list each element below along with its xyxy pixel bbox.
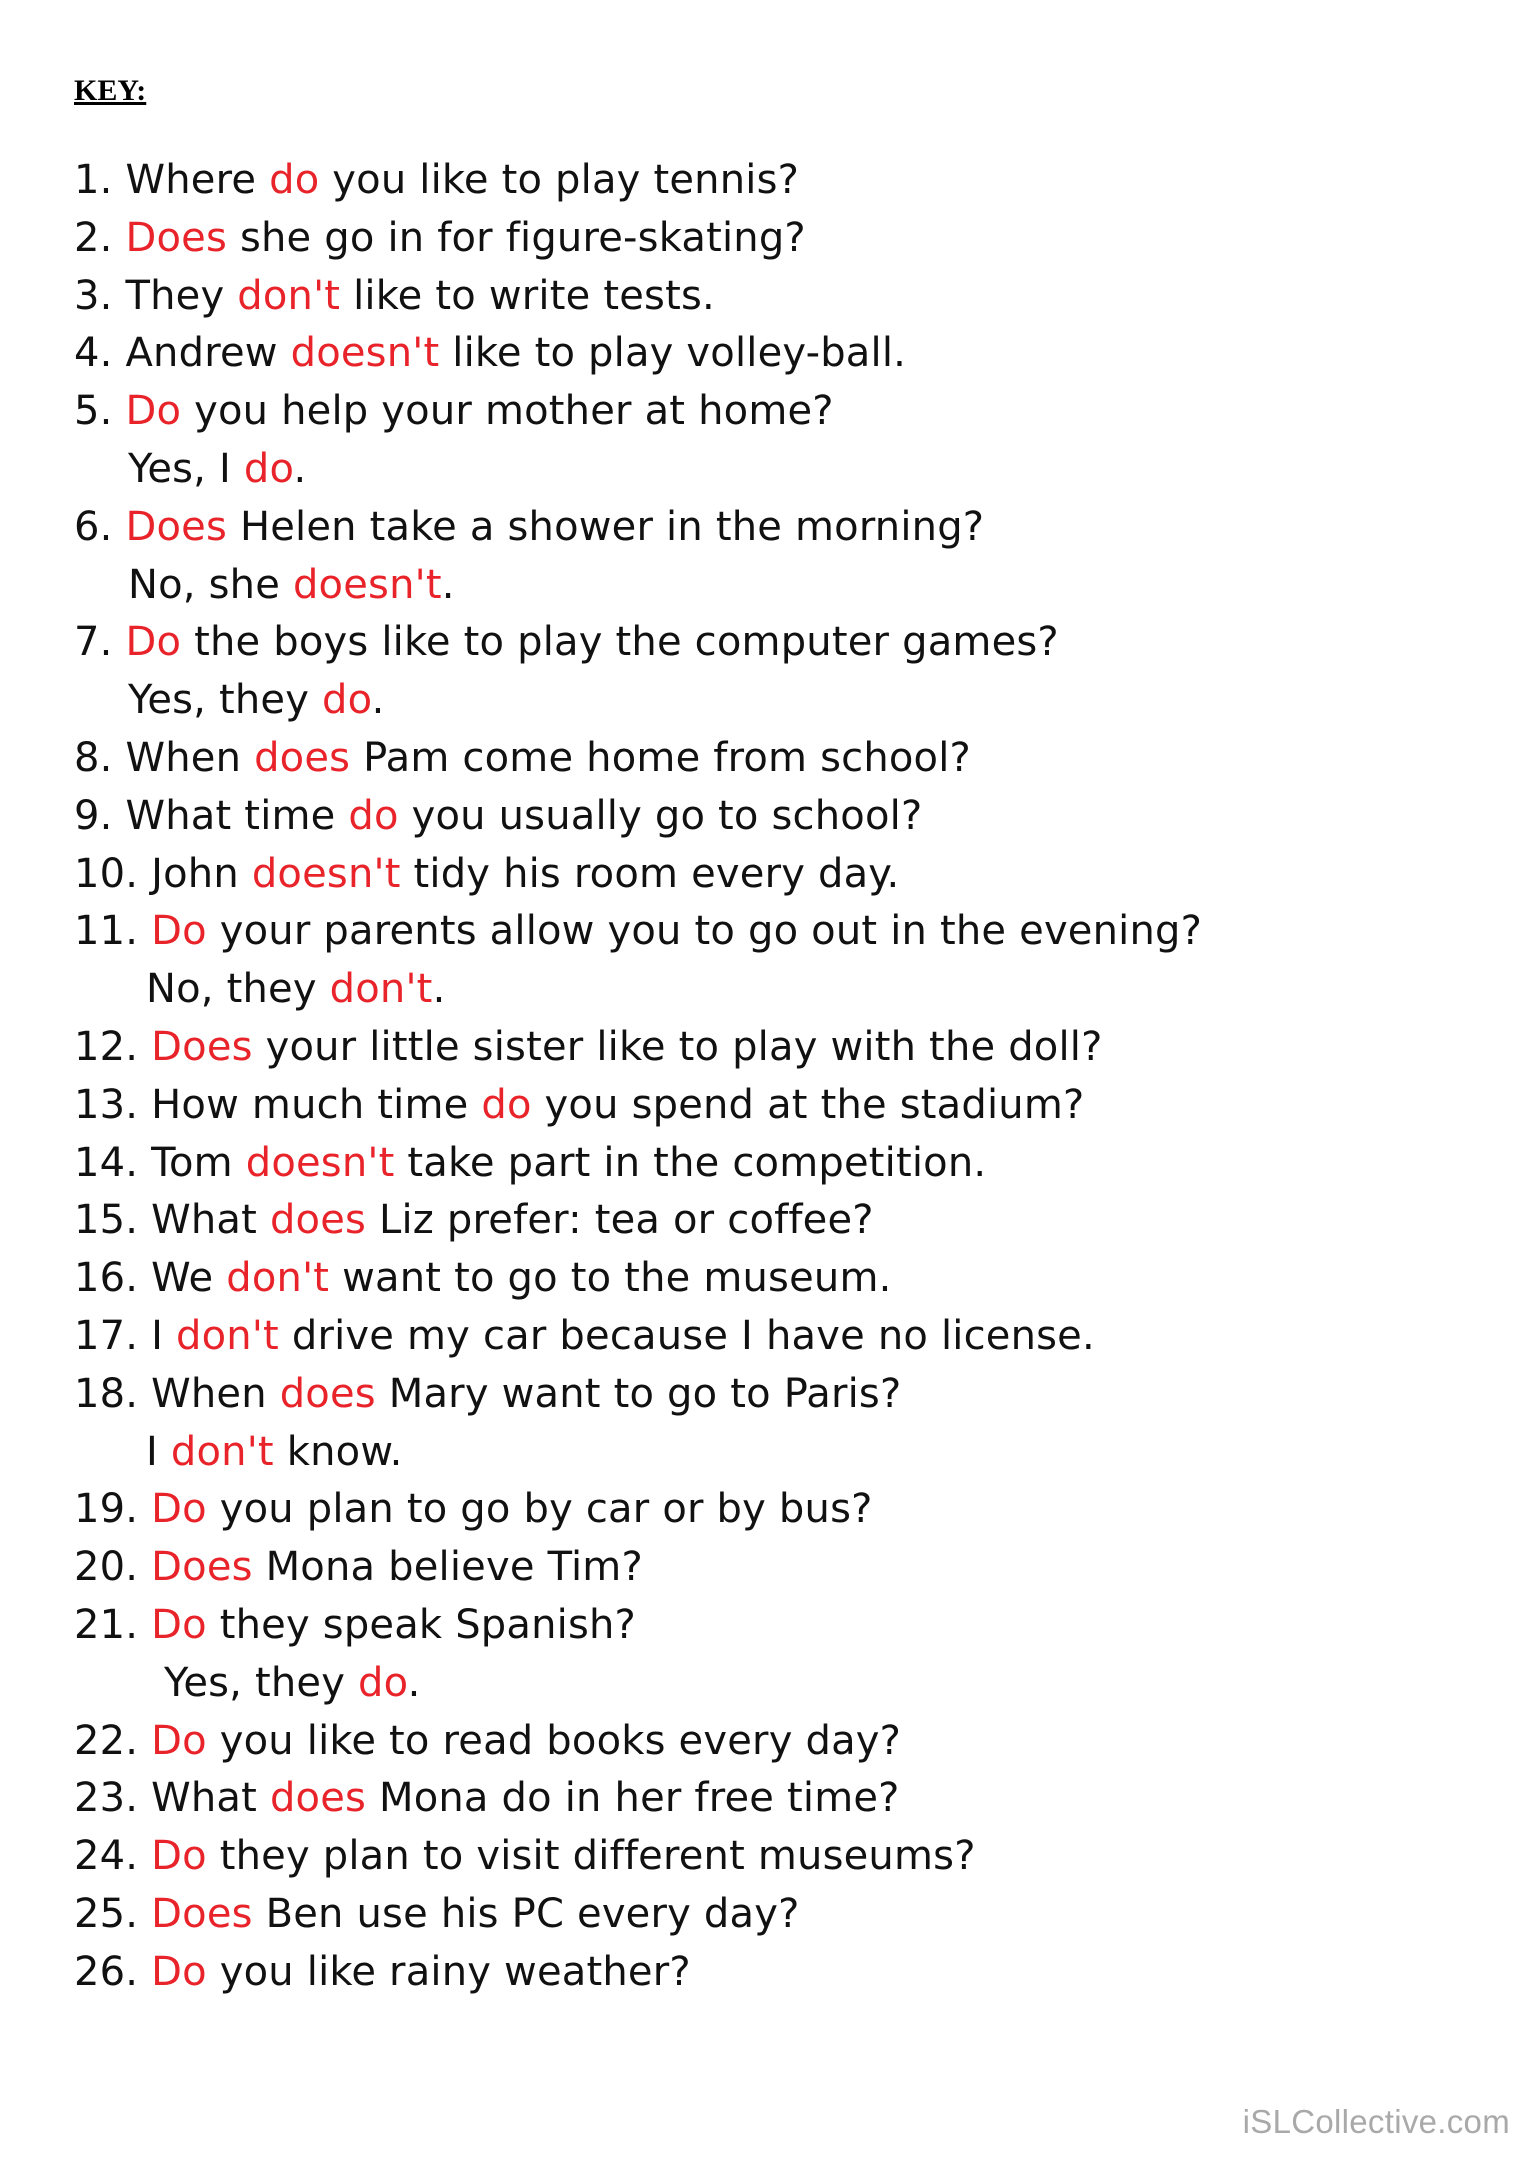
highlighted-auxiliary: does [279, 1370, 376, 1417]
text-before: Yes, they [128, 677, 323, 724]
text-after: you help your mother at home? [181, 388, 834, 435]
answer-line [74, 614, 1202, 672]
item-number: 21. [74, 1601, 139, 1648]
answer-reply-line [74, 672, 1202, 730]
text-before [138, 1718, 151, 1764]
answer-line [74, 903, 1202, 961]
item-number: 3. [74, 272, 113, 319]
answer-line [74, 846, 1202, 904]
text-before: When [138, 1370, 280, 1417]
text-before [138, 1544, 151, 1590]
text-before [138, 1949, 151, 1995]
answer-line [74, 1770, 1202, 1828]
text-after: Mona do in her free time? [366, 1775, 900, 1822]
text-after: you like to read books every day? [206, 1717, 902, 1764]
highlighted-auxiliary: Does [151, 1544, 253, 1591]
highlighted-auxiliary: do [322, 677, 372, 724]
text-after: drive my car because I have no license. [278, 1312, 1095, 1359]
text-before: How much time [138, 1081, 482, 1128]
watermark: iSLCollective.com [1242, 2103, 1510, 2140]
item-number: 17. [74, 1312, 139, 1359]
text-after: Helen take a shower in the morning? [227, 503, 985, 550]
answer-line [74, 1250, 1202, 1308]
text-before [113, 504, 126, 550]
text-after: . [293, 445, 307, 492]
answer-line [74, 1019, 1202, 1077]
item-number: 26. [74, 1948, 139, 1995]
item-number: 12. [74, 1023, 139, 1070]
highlighted-auxiliary: Does [125, 503, 228, 550]
highlighted-auxiliary: Do [125, 619, 182, 666]
text-before [138, 908, 151, 954]
text-before: No, she [128, 561, 293, 608]
text-after: take part in the competition. [394, 1139, 987, 1186]
answer-line [74, 1308, 1202, 1366]
highlighted-auxiliary: doesn't [251, 850, 401, 897]
item-number: 23. [74, 1775, 139, 1822]
text-after: Liz prefer: tea or coffee? [366, 1197, 874, 1244]
highlighted-auxiliary: does [269, 1197, 367, 1244]
text-after: you spend at the stadium? [531, 1081, 1085, 1128]
item-number: 10. [74, 850, 139, 897]
answer-line [74, 1481, 1202, 1539]
highlighted-auxiliary: does [254, 734, 351, 781]
answer-line [74, 730, 1202, 788]
item-number: 8. [74, 734, 113, 781]
highlighted-auxiliary: Does [151, 1890, 253, 1937]
highlighted-auxiliary: don't [237, 272, 341, 319]
highlighted-auxiliary: don't [226, 1255, 330, 1302]
text-after: . [432, 966, 446, 1013]
highlighted-auxiliary: doesn't [292, 561, 442, 608]
text-before: No, they [146, 966, 330, 1013]
text-after: Ben use his PC every day? [252, 1890, 800, 1937]
answer-line [74, 1886, 1202, 1944]
text-before: When [112, 734, 255, 781]
text-after: want to go to the museum. [329, 1255, 892, 1302]
highlighted-auxiliary: do [348, 792, 399, 839]
answer-line [74, 383, 1202, 441]
item-number: 22. [74, 1717, 139, 1764]
key-heading: KEY: [74, 74, 147, 107]
answer-reply-line [74, 441, 1202, 499]
highlighted-auxiliary: do [243, 445, 294, 492]
text-before: Where [112, 157, 270, 203]
text-after: they speak Spanish? [206, 1601, 636, 1648]
answer-reply-line [74, 557, 1202, 615]
highlighted-auxiliary: Do [151, 1717, 207, 1764]
text-after: she go in for figure-skating? [227, 214, 806, 261]
answer-reply-line [74, 1655, 1202, 1713]
text-after: you usually go to school? [398, 792, 923, 839]
item-number: 1. [74, 157, 113, 203]
highlighted-auxiliary: doesn't [245, 1139, 395, 1186]
item-number: 4. [74, 330, 113, 377]
text-before [138, 1024, 151, 1070]
text-before: What [138, 1775, 270, 1822]
text-after: you like to play tennis? [319, 157, 800, 203]
highlighted-auxiliary: Do [151, 908, 207, 955]
item-number: 20. [74, 1544, 139, 1591]
text-before [113, 388, 126, 434]
item-number: 6. [74, 503, 113, 550]
item-number: 19. [74, 1486, 139, 1533]
highlighted-auxiliary: doesn't [290, 330, 440, 377]
text-after: . [407, 1659, 421, 1706]
highlighted-auxiliary: does [269, 1775, 367, 1822]
text-after: they plan to visit different museums? [206, 1833, 976, 1880]
text-before: Yes, I [128, 445, 244, 492]
text-before: We [138, 1255, 227, 1302]
answer-reply-line [74, 961, 1202, 1019]
text-before: They [112, 272, 238, 319]
item-number: 18. [74, 1370, 139, 1417]
item-number: 5. [74, 388, 113, 435]
highlighted-auxiliary: do [358, 1659, 408, 1706]
text-before [113, 215, 126, 261]
answer-line [74, 1713, 1202, 1771]
answer-line [74, 1135, 1202, 1193]
answer-reply-line [74, 1424, 1202, 1482]
text-after: like to play volley-ball. [439, 330, 907, 377]
text-after: you plan to go by car or by bus? [206, 1486, 873, 1533]
highlighted-auxiliary: Does [151, 1023, 253, 1070]
text-before: John [138, 850, 252, 897]
text-before: Yes, they [164, 1659, 359, 1706]
text-after: the boys like to play the computer games? [181, 619, 1059, 666]
highlighted-auxiliary: don't [176, 1312, 279, 1359]
highlighted-auxiliary: Do [151, 1948, 207, 1995]
text-after: you like rainy weather? [206, 1948, 691, 1995]
answer-line [74, 210, 1202, 268]
item-number: 7. [74, 619, 113, 666]
answer-line [74, 499, 1202, 557]
text-before: I [146, 1428, 171, 1475]
text-before: I [138, 1312, 177, 1359]
text-before [138, 1891, 151, 1937]
text-after: like to write tests. [340, 272, 715, 319]
text-before [138, 1833, 151, 1879]
item-number: 16. [74, 1255, 139, 1302]
answer-line [74, 1192, 1202, 1250]
answer-line [74, 1944, 1202, 2002]
text-after: Mona believe Tim? [252, 1544, 643, 1591]
highlighted-auxiliary: Do [151, 1601, 207, 1648]
text-after: tidy his room every day. [400, 850, 900, 897]
item-number: 9. [74, 792, 113, 839]
answer-list [74, 152, 1202, 2002]
text-after: your parents allow you to go out in the evening? [206, 908, 1203, 955]
item-number: 2. [74, 214, 113, 261]
text-after: Pam come home from school? [350, 734, 971, 781]
highlighted-auxiliary: Do [151, 1833, 207, 1880]
item-number: 14. [74, 1139, 139, 1186]
answer-line [74, 1366, 1202, 1424]
text-after: know. [273, 1428, 403, 1475]
answer-line [74, 325, 1202, 383]
answer-line [74, 1597, 1202, 1655]
highlighted-auxiliary: do [481, 1081, 532, 1128]
item-number: 11. [74, 908, 139, 955]
answer-line [74, 1828, 1202, 1886]
text-before: What time [112, 792, 349, 839]
text-after: . [371, 677, 385, 724]
item-number: 13. [74, 1081, 139, 1128]
answer-line [74, 1077, 1202, 1135]
text-before: Tom [138, 1139, 246, 1186]
answer-line [74, 1539, 1202, 1597]
highlighted-auxiliary: Do [125, 388, 182, 435]
item-number: 15. [74, 1197, 139, 1244]
highlighted-auxiliary: Do [151, 1486, 207, 1533]
answer-line [74, 152, 1202, 210]
text-before [113, 619, 126, 665]
text-after: Mary want to go to Paris? [375, 1370, 902, 1417]
answer-line [74, 268, 1202, 326]
item-number: 25. [74, 1890, 139, 1937]
highlighted-auxiliary: don't [170, 1428, 274, 1475]
text-before: Andrew [112, 330, 291, 377]
text-after: your little sister like to play with the doll? [252, 1023, 1103, 1070]
text-before: What [138, 1197, 270, 1244]
answer-line [74, 788, 1202, 846]
highlighted-auxiliary: do [269, 157, 320, 203]
text-before [138, 1486, 151, 1532]
text-before [138, 1602, 151, 1648]
highlighted-auxiliary: don't [329, 966, 433, 1013]
item-number: 24. [74, 1833, 139, 1880]
highlighted-auxiliary: Does [125, 214, 228, 261]
text-after: . [441, 561, 455, 608]
